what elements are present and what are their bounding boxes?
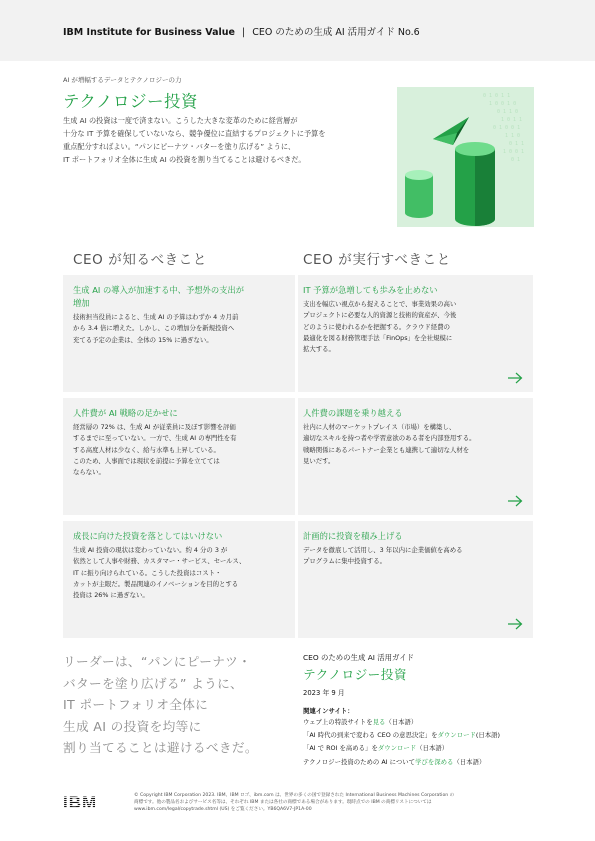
card-body-line: プロジェクトに必要な人的資源と技術的資産が、今後 [303,311,457,320]
svg-text:1 0 1 1: 1 0 1 1 [501,117,523,123]
card-title [303,284,521,297]
card-body-line: するまでに至っていない。一方で、生成 AI の専門性を有 [73,434,237,443]
svg-text:0 1 1: 0 1 1 [509,141,525,147]
card-divider [295,398,298,515]
insight-text: テクノロジー投資のための AI について [303,757,416,766]
card-row [63,398,533,515]
insight-link[interactable]: 見る [372,718,386,726]
card-title [73,284,287,310]
header-text [63,24,420,38]
card-body-line: から 3.4 倍に増えた。しかし、この増加分を新規投資へ [73,324,235,333]
small-cylinder-top [405,170,433,180]
quote-line: 生成 AI の投資を均等に [63,718,202,734]
card-title [303,407,521,420]
card-body-line: IT に振り向けられている。こうした投資はコスト・ [73,568,222,577]
page-header [0,0,595,61]
card-title-line: 生成 AI の導入が加速する中、予想外の支出が [73,285,245,295]
header-org: IBM Institute for Business Value [63,27,235,38]
small-cylinder-body [405,175,433,218]
card-divider [295,275,298,392]
intro-line: 十分な IT 予算を確保していないなら、競争優位に直結するプロジェクトに予算を [63,129,326,138]
card-title-line: IT 予算が急増しても歩みを止めない [303,285,438,295]
card-body-line: 経営層の 72% は、生成 AI が従業員に及ぼす影響を評価 [73,423,236,431]
related-insights-heading: 関連インサイト： [303,707,354,715]
card-body-line: 依然として人事や財務、カスタマー・サービス、セールス、 [73,557,246,566]
svg-text:1 0 0 1 0: 1 0 0 1 0 [489,101,517,107]
quote-line: バターを塗り広げる” ように、 [63,675,244,691]
card-body-line: 投資は 26% に過ぎない。 [73,591,149,600]
intro-line: 生成 AI の投資は一度で済まない。こうした大きな変革のために経営層が [63,116,298,125]
hero-illustration [397,87,534,227]
card-body-line: カットが主眼だ。製品関連のイノベーションを目的とする [73,579,239,588]
header-doc-title: CEO のための生成 AI 活用ガイド No.6 [252,27,420,38]
intro-line: IT ポートフォリオ全体に生成 AI の投資を割り当てることは避けるべきだ。 [63,155,306,164]
insight-text: （日本語） [453,757,486,766]
card-body-line: 適切なスキルを持つ者や学習意欲のある者を内部登用する。 [303,434,476,443]
tall-cylinder-shade [475,149,495,226]
svg-text:0 1 1 0: 0 1 1 0 [497,109,519,115]
card-title-line: 増加 [73,298,90,308]
card-body-line: このため、人事面では現状を前提に予算を立てては [73,456,220,465]
card-body [73,312,287,346]
arrow-right-icon[interactable] [508,495,523,507]
svg-text:1 0 0 1: 1 0 0 1 [503,149,525,155]
card-body-line: 生成 AI 投資の現状は変わっていない。約 4 分の 3 が [73,546,228,554]
card-row [63,521,533,638]
left-column-heading: CEO が知るべきこと [73,252,207,268]
paper-plane-icon [433,117,469,145]
card-body-line: データを徹底して活用し、3 年以内に企業価値を高める [303,546,463,554]
svg-text:IBM: IBM [63,794,98,810]
card-body-line: 社内に人材のマーケットプレイス（市場）を構築し、 [303,423,456,431]
insight-text: 「AI で ROI を高める」を [303,744,378,753]
footer-legal [134,792,534,814]
card-row [63,275,533,392]
footer-line: 商標です。他の製品名およびサービス名等は、それぞれ IBM または各社の商標である場合があります。現時点での IBM の商標リストについては [134,800,432,806]
arrow-right-icon[interactable] [508,372,523,384]
card-body-line: 見いだす。 [303,456,335,465]
insight-text: 「AI 時代の到来で変わる CEO の意思決定」を [303,731,438,740]
card-title-line: 計画的に投資を積み上げる [303,531,403,541]
card-body-line: どのように使われるかを把握する。クラウド経費の [303,322,450,331]
card-body [73,422,287,478]
insight-link[interactable]: 学びを深める [415,757,454,766]
card-body-line: プログラムに集中投資する。 [303,557,387,566]
card-title-line: 人件費が AI 戦略の足かせに [73,408,178,418]
guide-series-label: CEO のための生成 AI 活用ガイド [303,653,415,662]
header-separator: | [241,27,246,38]
card-title-line: 成長に向けた投資を落としてはいけない [73,531,223,541]
card-body-line: する高度人材は少なく、給与水準も上昇している。 [73,445,220,454]
svg-text:0 1 0 0 1: 0 1 0 0 1 [493,125,521,131]
card-body-line: 最適化を図る財務管理手法「FinOps」を全社規模に [303,333,453,342]
card-body [303,299,521,355]
insight-link[interactable]: ダウンロード [377,744,417,753]
list-item [303,742,500,755]
quote-line: リーダーは、“パンにピーナツ・ [63,654,252,669]
insight-text: （日本語） [416,744,449,753]
guide-date: 2023 年 9 月 [303,689,345,697]
pull-quote [63,651,258,759]
card-body-line: 技術担当役員によると、生成 AI の予算はわずか 4 カ月前 [73,313,239,321]
page-title: テクノロジー投資 [63,92,199,111]
quote-line: IT ポートフォリオ全体に [63,697,209,712]
card-body [303,422,521,467]
list-item [303,716,500,729]
hero-graphic [397,87,534,227]
arrow-right-icon[interactable] [508,618,523,630]
guide-title: テクノロジー投資 [303,667,407,682]
quote-line: 割り当てることは避けるべきだ。 [63,740,258,755]
card-body-line: ならない。 [73,468,105,477]
card-title [303,530,521,543]
card-body-line: 支出を幅広い視点から捉えることで、事業効果の高い [303,300,457,308]
card-body [73,545,287,601]
card-body-line: 拡大する。 [303,345,335,354]
related-insights-list [303,716,500,769]
tall-cylinder-top [455,142,495,156]
svg-text:1 1 0: 1 1 0 [505,133,521,139]
card-body-line: 戦略関係にあるパートナー企業とも連携して適切な人材を [303,445,470,454]
svg-text:0 1 0 1 1: 0 1 0 1 1 [483,93,511,99]
card-body [303,545,521,568]
footer-line: www.ibm.com/legal/copytrade.shtml (US) をご覧ください。YB6QA6V7-JP1A-00 [134,807,312,813]
card-body-line: 充てる予定の企業は、全体の 15% に過ぎない。 [73,335,213,344]
intro-line: 重点配分すればよい。“パンにピーナツ・バターを塗り広げる” ように、 [63,142,296,151]
card-title [73,407,287,420]
intro-paragraph [63,114,388,166]
card-title [73,530,287,543]
list-item [303,756,500,769]
insight-text: （日本語） [385,718,418,726]
insight-link[interactable]: ダウンロード [437,731,476,740]
insight-text: ウェブ上の特設サイトを [303,718,373,726]
svg-text:0 1: 0 1 [511,157,521,163]
card-divider [295,521,298,638]
ibm-logo [63,794,111,810]
footer-line: © Copyright IBM Corporation 2023. IBM、IBM ロゴ、ibm.com は、世界の多くの国で登録された International Business Machines Corporation の [134,793,455,798]
right-column-heading: CEO が実行すべきこと [303,252,451,268]
list-item [303,729,500,742]
intro-eyebrow: AI が増幅するデータとテクノロジーの力 [63,76,182,84]
card-title-line: 人件費の課題を乗り越える [303,408,403,418]
insight-text: (日本語) [475,731,501,740]
